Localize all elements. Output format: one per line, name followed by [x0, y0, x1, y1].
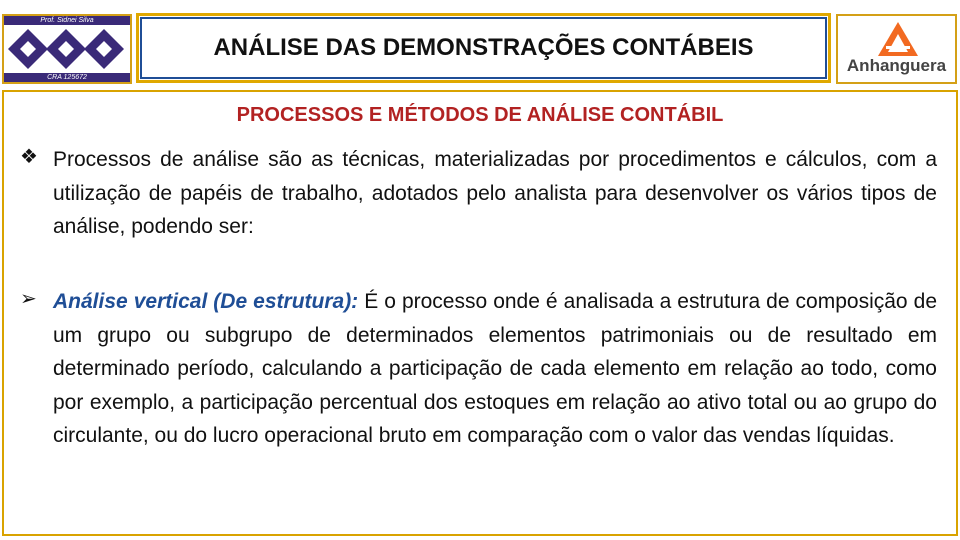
arrow-bullet-icon: ➢	[20, 288, 37, 310]
paragraph-text: É o processo onde é analisada a estrutura de composição de um grupo ou subgrupo de determinados elementos patrimoniais ou de resultado em determinado período, calculando a participação de cada elemento em relação ao todo, como por exemplo, a participação percentual dos estoques em relação ao ativo total ou ao grupo do circulante, ou do lucro operacional bruto em comparação com o valor das vendas líquidas.	[53, 290, 937, 447]
diamond-bullet-icon: ❖	[20, 146, 38, 168]
paragraph-processos	[53, 143, 937, 244]
title-banner	[136, 13, 831, 83]
anhanguera-logo	[836, 14, 957, 84]
page-title: ANÁLISE DAS DEMONSTRAÇÕES CONTÁBEIS	[213, 34, 754, 61]
term-label: Análise vertical (De estrutura):	[53, 290, 359, 313]
brand-name: Anhanguera	[846, 56, 947, 75]
diamond-logo-icon	[6, 26, 128, 72]
paragraph-text: Processos de análise são as técnicas, materializadas por procedimentos e cálculos, com a utilização de papéis de trabalho, adotados pelo analista para desenvolver os vários tipos de análise, podendo ser:	[53, 148, 937, 238]
anhanguera-triangle-icon	[878, 22, 918, 56]
section-heading: PROCESSOS E MÉTODOS DE ANÁLISE CONTÁBIL	[236, 104, 724, 126]
logo-top-band: Prof. Sidnei Silva	[4, 16, 130, 25]
professor-logo	[2, 14, 132, 84]
paragraph-analise-vertical	[53, 285, 937, 453]
logo-bottom-band: CRA 125672	[4, 73, 130, 82]
